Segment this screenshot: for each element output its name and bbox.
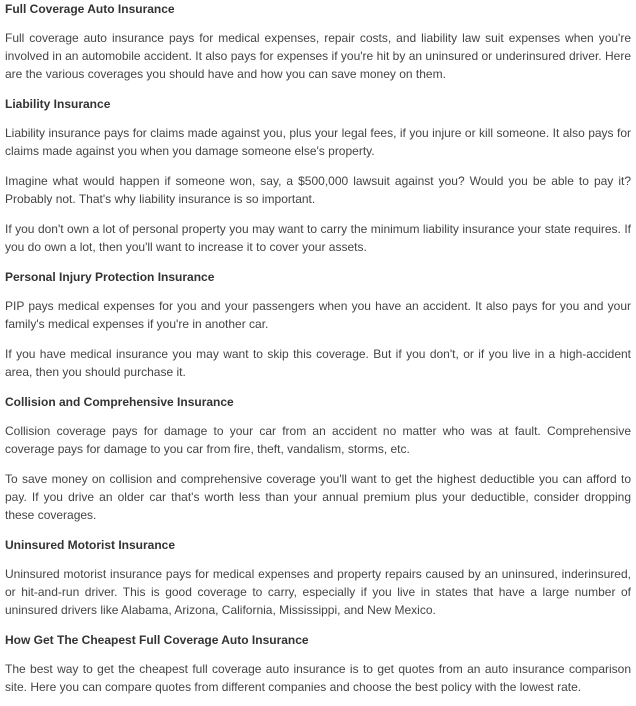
- paragraph: Imagine what would happen if someone won, say, a $500,000 lawsuit against you? Would you be able to pay it? Probably not. That's why liability insurance is so important.: [5, 174, 631, 206]
- section-cheapest: [5, 631, 631, 696]
- paragraph: The best way to get the cheapest full coverage auto insurance is to get quotes from an auto insurance comparison site. Here you can compare quotes from different companies and choose the best policy with the lowest rate.: [5, 662, 631, 694]
- section-liability: [5, 95, 631, 256]
- section-heading: Liability Insurance: [5, 97, 111, 111]
- paragraph: Full coverage auto insurance pays for medical expenses, repair costs, and liability law suit expenses when you're involved in an automobile accident. It also pays for expenses if you're hit by an uninsured or underinsured driver. Here are the various coverages you should have and how you can save money on them.: [5, 31, 631, 81]
- section-heading: Uninsured Motorist Insurance: [5, 538, 176, 552]
- section-heading: Full Coverage Auto Insurance: [5, 2, 175, 16]
- section-heading: How Get The Cheapest Full Coverage Auto Insurance: [5, 633, 309, 647]
- section-heading: Personal Injury Protection Insurance: [5, 270, 215, 284]
- paragraph: If you don't own a lot of personal property you may want to carry the minimum liability insurance your state requires. If you do own a lot, then you'll want to increase it to cover your assets.: [5, 222, 631, 254]
- section-uninsured: [5, 536, 631, 619]
- section-heading: Collision and Comprehensive Insurance: [5, 395, 234, 409]
- paragraph: Collision coverage pays for damage to your car from an accident no matter who was at fault. Comprehensive coverage pays for damage to you car from fire, theft, vandalism, storms, etc.: [5, 424, 631, 456]
- paragraph: If you have medical insurance you may want to skip this coverage. But if you don't, or if you live in a high-accident area, then you should purchase it.: [5, 347, 631, 379]
- paragraph: PIP pays medical expenses for you and your passengers when you have an accident. It also pays for you and your family's medical expenses if you're in another car.: [5, 299, 631, 331]
- section-pip: [5, 268, 631, 381]
- section-collision: [5, 393, 631, 524]
- paragraph: To save money on collision and comprehensive coverage you'll want to get the highest deductible you can afford to pay. If you drive an older car that's worth less than your annual premium plus your deductible, consider dropping these coverages.: [5, 472, 631, 522]
- paragraph: Liability insurance pays for claims made against you, plus your legal fees, if you injure or kill someone. It also pays for claims made against you when you damage someone else's property.: [5, 126, 631, 158]
- paragraph: Uninsured motorist insurance pays for medical expenses and property repairs caused by an uninsured, inderinsured, or hit-and-run driver. This is good coverage to carry, especially if you live in states that have a large number of uninsured drivers like Alabama, Arizona, California, Mississippi, and New Mexico.: [5, 567, 631, 617]
- section-full-coverage: [5, 0, 631, 83]
